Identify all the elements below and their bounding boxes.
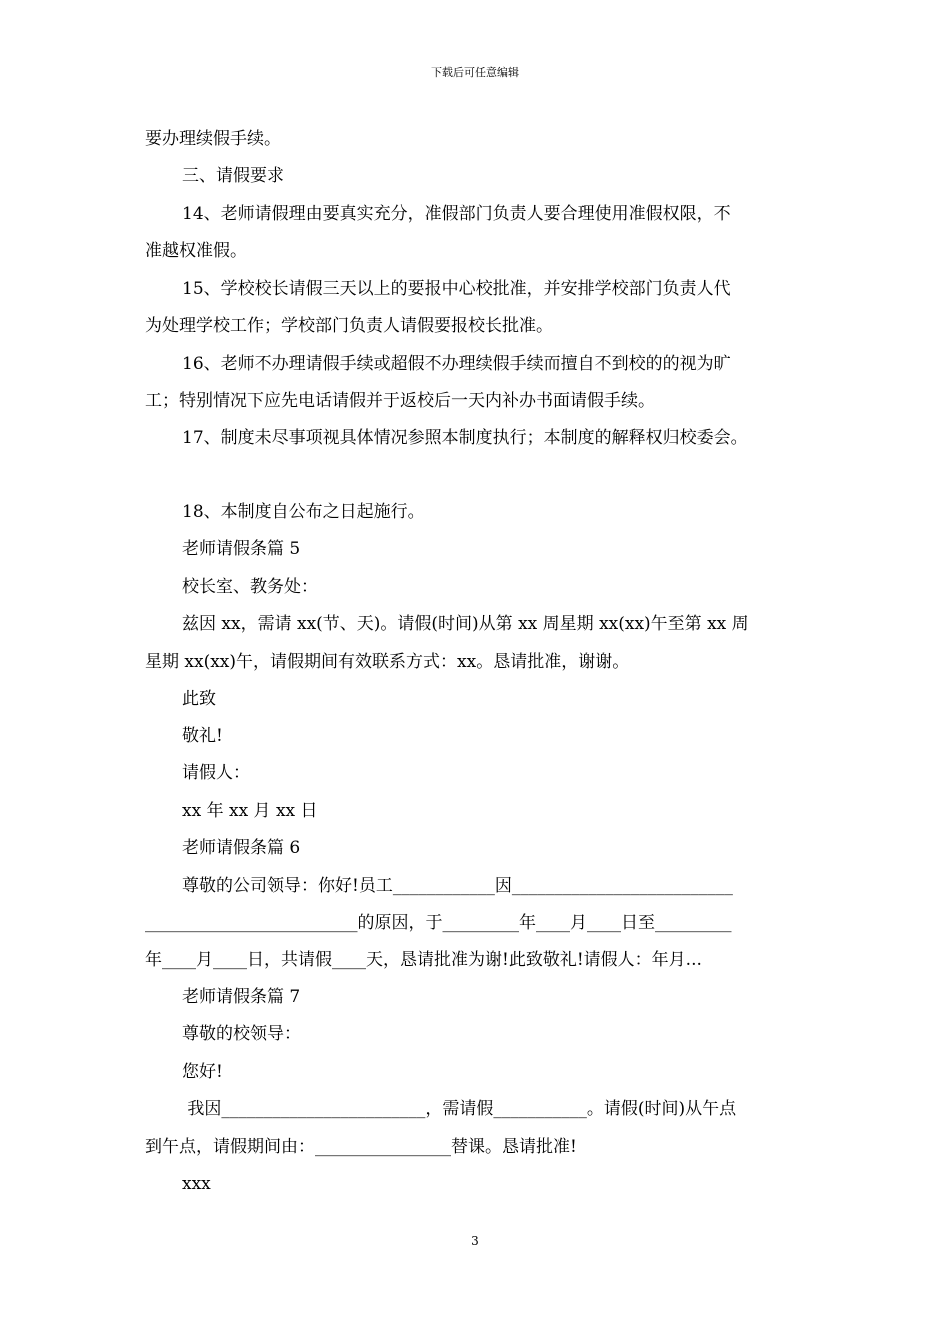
text-line: 请假人： xyxy=(182,763,250,783)
section-heading: 老师请假条篇 6 xyxy=(182,838,301,858)
text-line: 到午点，请假期间由：________________替课。恳请批准! xyxy=(145,1137,577,1157)
text-line: 校长室、教务处： xyxy=(182,577,318,597)
text-line: 尊敬的公司领导：你好!员工____________因__________________________ xyxy=(182,876,733,896)
text-line: 敬礼! xyxy=(182,726,223,746)
section-heading: 老师请假条篇 7 xyxy=(182,987,301,1007)
text-line: 16、老师不办理请假手续或超假不办理续假手续而擅自不到校的的视为旷 xyxy=(182,354,731,374)
text-line: 准越权准假。 xyxy=(145,241,247,261)
text-line: 要办理续假手续。 xyxy=(145,129,281,149)
page-number: 3 xyxy=(471,1234,479,1248)
page-header: 下载后可任意编辑 xyxy=(431,66,519,79)
text-line: 年____月____日，共请假____天，恳请批准为谢!此致敬礼!请假人：年月... xyxy=(145,950,702,970)
text-line: 14、老师请假理由要真实充分，准假部门负责人要合理使用准假权限，不 xyxy=(182,204,731,224)
text-line: xx 年 xx 月 xx 日 xyxy=(182,801,318,821)
text-line: 为处理学校工作；学校部门负责人请假要报校长批准。 xyxy=(145,316,553,336)
text-line: 工；特别情况下应先电话请假并于返校后一天内补办书面请假手续。 xyxy=(145,391,655,411)
section-heading: 老师请假条篇 5 xyxy=(182,539,301,559)
text-line: 星期 xx(xx)午，请假期间有效联系方式：xx。恳请批准，谢谢。 xyxy=(145,652,630,672)
text-line: 兹因 xx，需请 xx(节、天)。请假(时间)从第 xx 周星期 xx(xx)午至第 xx 周 xyxy=(182,614,749,634)
text-line: 17、制度未尽事项视具体情况参照本制度执行；本制度的解释权归校委会。 xyxy=(182,428,748,448)
text-line: 15、学校校长请假三天以上的要报中心校批准，并安排学校部门负责人代 xyxy=(182,279,731,299)
text-line: 此致 xyxy=(182,689,216,709)
text-line: 18、本制度自公布之日起施行。 xyxy=(182,502,425,522)
text-line: xxx xyxy=(182,1174,211,1194)
text-line: 我因________________________，需请假___________。请假(时间)从午点 xyxy=(182,1099,737,1119)
text-line: 尊敬的校领导： xyxy=(182,1024,301,1044)
section-heading: 三、请假要求 xyxy=(182,166,284,186)
text-line: 您好! xyxy=(182,1062,223,1082)
text-line: _________________________的原因，于_________年____月____日至_________ xyxy=(145,913,732,933)
